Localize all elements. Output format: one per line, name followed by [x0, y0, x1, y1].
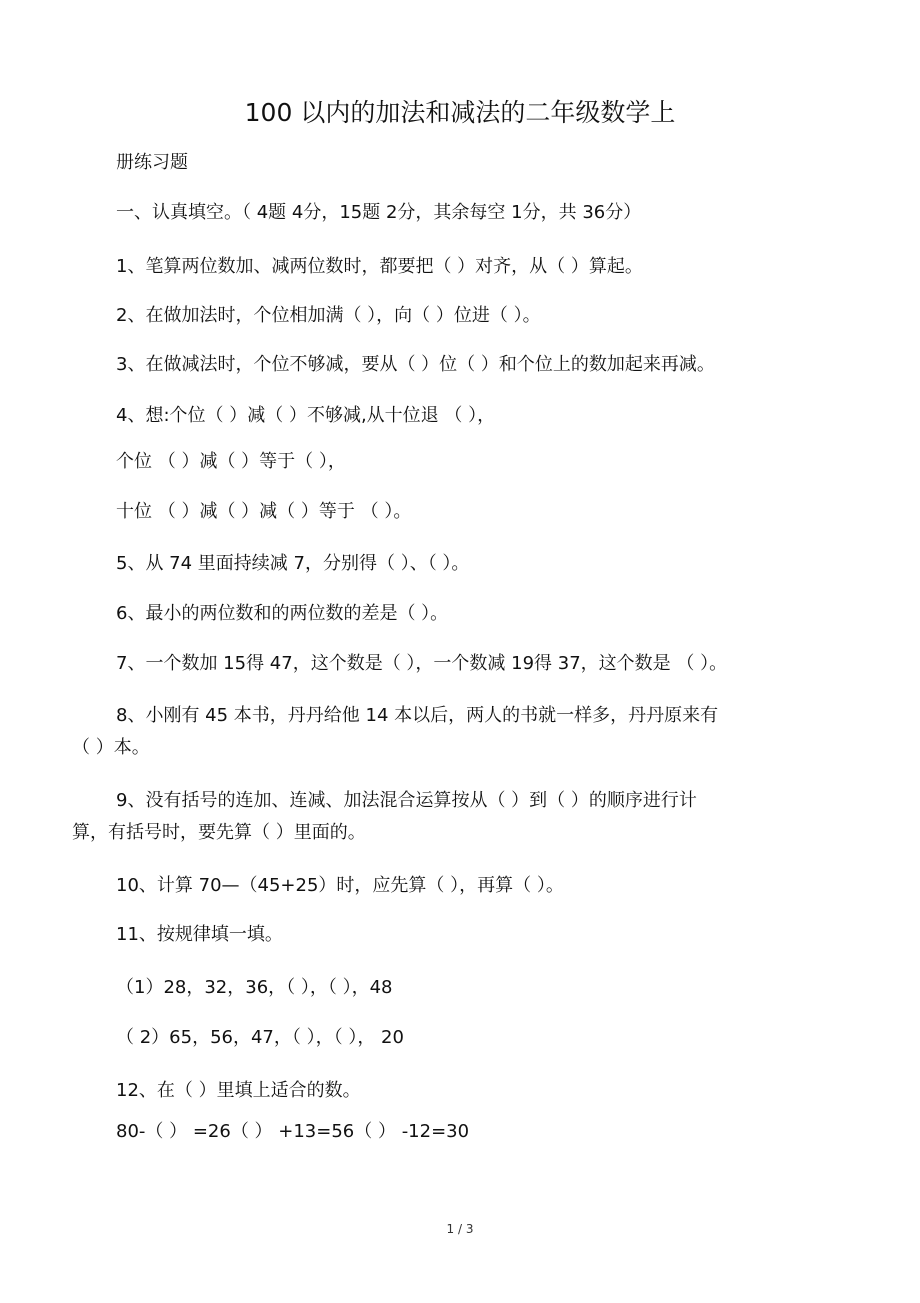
- question-12-equations: 80-（ ） =26（ ） +13=56（ ） -12=30: [116, 1121, 470, 1142]
- question-1: 1、笔算两位数加、减两位数时，都要把（ ）对齐，从（ ）算起。: [116, 256, 643, 277]
- question-10: 10、计算 70—（45+25）时，应先算（ ），再算（ ）。: [116, 875, 564, 896]
- question-4-line-1: 4、想:个位（ ）减（ ）不够减,从十位退 （ ），: [116, 405, 496, 426]
- section-heading-fill-in-blanks: 一、认真填空。（ 4题 4分，15题 2分，其余每空 1分，共 36分）: [116, 202, 642, 223]
- page-number: 1 / 3: [446, 1222, 474, 1236]
- page-title: 100 以内的加法和减法的二年级数学上: [244, 98, 676, 127]
- question-11: 11、按规律填一填。: [116, 924, 283, 945]
- question-8-line-1: 8、小刚有 45 本书，丹丹给他 14 本以后，两人的书就一样多，丹丹原来有: [116, 705, 719, 726]
- question-2: 2、在做加法时，个位相加满（ ），向（ ）位进（ ）。: [116, 305, 541, 326]
- question-11-sequence-2: （ 2）65，56，47，（ ），（ ）， 20: [116, 1027, 404, 1048]
- question-8-line-2: （ ）本。: [72, 737, 150, 758]
- question-12: 12、在（ ）里填上适合的数。: [116, 1080, 361, 1101]
- question-9-line-1: 9、没有括号的连加、连减、加法混合运算按从（ ）到（ ）的顺序进行计: [116, 790, 697, 811]
- question-7: 7、一个数加 15得 47，这个数是（ ），一个数减 19得 37，这个数是 （ ）。: [116, 653, 728, 674]
- question-6: 6、最小的两位数和的两位数的差是（ ）。: [116, 603, 449, 624]
- question-4-line-3: 十位 （ ）减（ ）减（ ）等于 （ ）。: [116, 501, 412, 522]
- question-5: 5、从 74 里面持续减 7，分别得（ ）、（ ）。: [116, 553, 470, 574]
- question-3: 3、在做减法时，个位不够减，要从（ ）位（ ）和个位上的数加起来再减。: [116, 354, 715, 375]
- page-subtitle: 册练习题: [116, 152, 188, 173]
- question-11-sequence-1: （1）28，32，36，（ ），（ ），48: [116, 977, 393, 998]
- question-9-line-2: 算，有括号时，要先算（ ）里面的。: [72, 822, 366, 843]
- question-4-line-2: 个位 （ ）减（ ）等于（ ），: [116, 451, 346, 472]
